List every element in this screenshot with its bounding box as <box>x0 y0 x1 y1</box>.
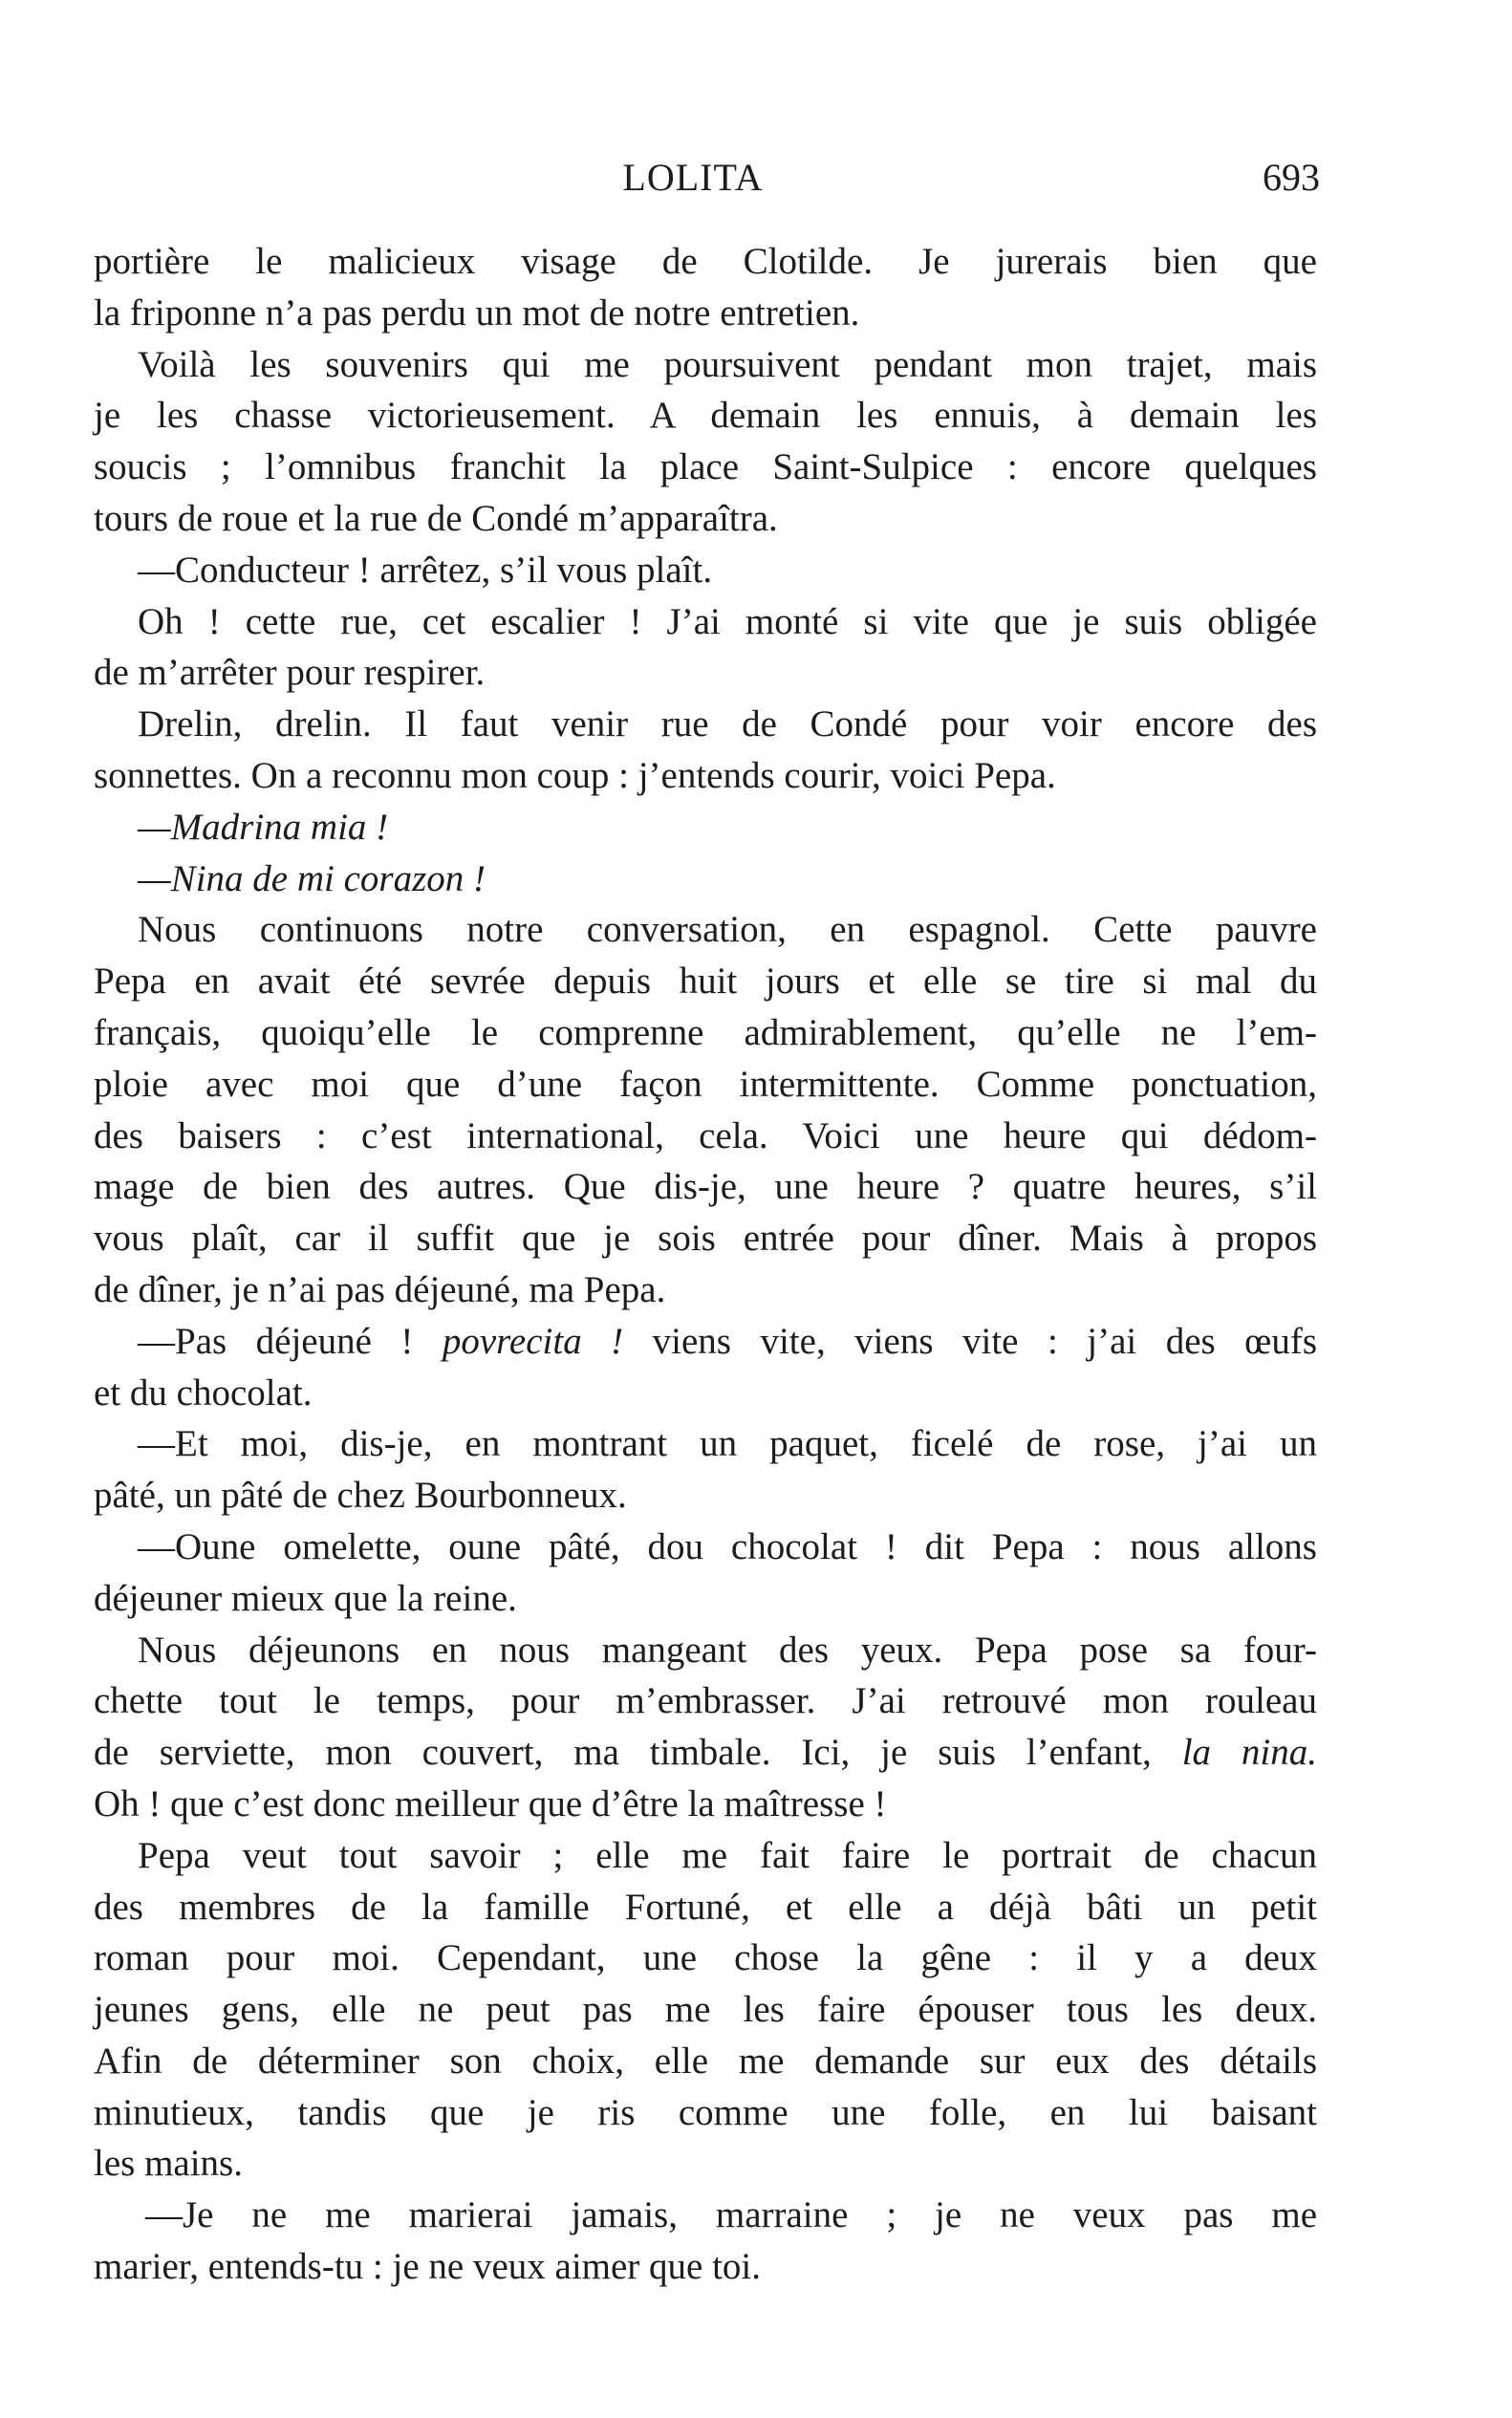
dialogue-line: —Conducteur ! arrêtez, s’il vous plaît. <box>138 549 713 591</box>
italic-word: povrecita ! <box>442 1320 624 1362</box>
text-line: la friponne n’a pas perdu un mot de notre entretien. <box>94 291 860 334</box>
text-line: les mains. <box>94 2143 243 2185</box>
text-line: ploie avec moi que d’une façon intermittente. Comme ponctuation, <box>94 1063 1317 1105</box>
text-line: chette tout le temps, pour m’embrasser. J’ai retrouvé mon rouleau <box>94 1680 1317 1722</box>
text-line: Voilà les souvenirs qui me poursuivent pendant mon trajet, mais <box>138 343 1317 385</box>
text-line: vous plaît, car il suffit que je sois entrée pour dîner. Mais à propos <box>94 1218 1317 1260</box>
text-line: des membres de la famille Fortuné, et elle a déjà bâti un petit <box>94 1886 1317 1928</box>
page-header <box>0 155 1512 212</box>
italic-dialogue: —Nina de mi corazon ! <box>138 857 486 899</box>
italic-dialogue: —Madrina mia ! <box>138 806 389 848</box>
body-text <box>94 236 1317 2293</box>
page-number: 693 <box>1263 156 1320 199</box>
text-line: français, quoiqu’elle le comprenne admirablement, qu’elle ne l’em- <box>94 1011 1317 1053</box>
text-line: déjeuner mieux que la reine. <box>94 1577 517 1619</box>
text-line: et du chocolat. <box>94 1371 313 1414</box>
text-line: marier, entends-tu : je ne veux aimer que toi. <box>94 2246 762 2288</box>
text-line: des baisers : c’est international, cela. Voici une heure qui dédom- <box>94 1114 1317 1156</box>
dialogue-line: —Je ne me marierai jamais, marraine ; je ne veux pas me <box>145 2194 1317 2236</box>
running-title: LOLITA <box>622 156 764 199</box>
dialogue-line: —Et moi, dis-je, en montrant un paquet, ficelé de rose, j’ai un <box>138 1423 1317 1465</box>
text-line: tours de roue et la rue de Condé m’apparaîtra. <box>94 497 778 539</box>
text-line: je les chasse victorieusement. A demain les ennuis, à demain les <box>94 395 1317 437</box>
text-line: Afin de déterminer son choix, elle me demande sur eux des détails <box>94 2040 1317 2082</box>
text-line: sonnettes. On a reconnu mon coup : j’entends courir, voici Pepa. <box>94 754 1056 796</box>
text-line: mage de bien des autres. Que dis-je, une heure ? quatre heures, s’il <box>94 1166 1317 1208</box>
text-line: de m’arrêter pour respirer. <box>94 652 486 694</box>
text-line: Nous continuons notre conversation, en espagnol. Cette pauvre <box>138 909 1317 951</box>
text-span: —Pas déjeuné ! <box>138 1320 443 1362</box>
text-line <box>94 1727 1317 1779</box>
text-line: minutieux, tandis que je ris comme une folle, en lui baisant <box>94 2091 1317 2133</box>
text-line: Drelin, drelin. Il faut venir rue de Condé pour voir encore des <box>138 703 1317 745</box>
text-line: jeunes gens, elle ne peut pas me les faire épouser tous les deux. <box>94 1989 1317 2031</box>
dialogue-line <box>94 802 1317 853</box>
text-line: portière le malicieux visage de Clotilde. Je jurerais bien que <box>94 241 1317 282</box>
text-line: de dîner, je n’ai pas déjeuné, ma Pepa. <box>94 1268 666 1310</box>
text-span: viens vite, viens vite : j’ai des œufs <box>623 1320 1317 1362</box>
dialogue-line: —Oune omelette, oune pâté, dou chocolat ! dit Pepa : nous allons <box>138 1525 1317 1567</box>
text-line: Pepa veut tout savoir ; elle me fait faire le portrait de chacun <box>138 1834 1317 1876</box>
text-line: Nous déjeunons en nous mangeant des yeux. Pepa pose sa four- <box>138 1629 1317 1671</box>
text-span: de serviette, mon couvert, ma timbale. Ici, je suis l’enfant, <box>94 1732 1182 1774</box>
text-line: Oh ! cette rue, cet escalier ! J’ai monté si vite que je suis obligée <box>138 600 1317 642</box>
text-line: roman pour moi. Cependant, une chose la gêne : il y a deux <box>94 1937 1317 1979</box>
text-line: pâté, un pâté de chez Bourbonneux. <box>94 1475 627 1517</box>
dialogue-line <box>94 853 1317 905</box>
text-line: Oh ! que c’est donc meilleur que d’être la maîtresse ! <box>94 1782 887 1824</box>
text-line: Pepa en avait été sevrée depuis huit jours et elle se tire si mal du <box>94 961 1317 1003</box>
dialogue-line <box>94 1316 1317 1368</box>
italic-word: la nina. <box>1181 1732 1317 1774</box>
text-line: soucis ; l’omnibus franchit la place Saint-Sulpice : encore quelques <box>94 446 1317 488</box>
